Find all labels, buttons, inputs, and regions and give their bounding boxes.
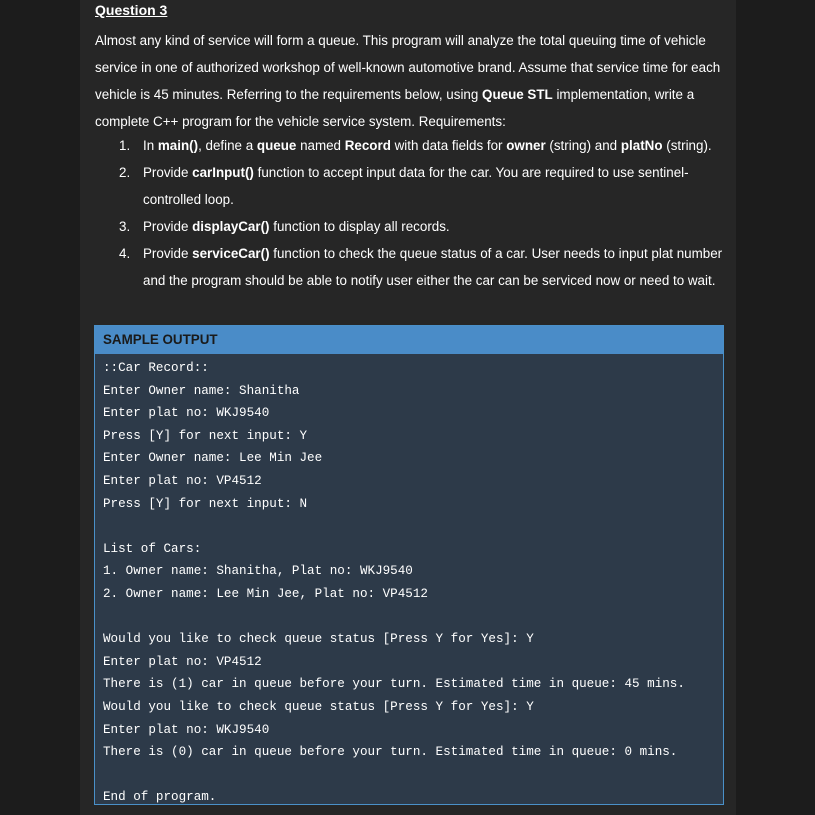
requirement-keyword: displayCar()	[192, 219, 270, 234]
console-line: Would you like to check queue status [Press Y for Yes]: Y	[103, 700, 534, 714]
console-line: Enter plat no: WKJ9540	[103, 406, 270, 421]
requirement-number: 3.	[119, 219, 131, 234]
requirement-segment: In	[143, 138, 158, 153]
console-line: ::Car Record::	[103, 361, 209, 375]
console-line: 2. Owner name: Lee Min Jee, Plat no: VP4512	[103, 587, 428, 601]
requirement-keyword: queue	[256, 138, 297, 153]
intro-text-1: Almost any kind of service will form a queue. This program will analyze the total queuing time of vehicle service in one of authorized workshop of well-known automotive brand. Assume that service time for each vehicle is 45 minutes. Referring to the requirements below, using	[95, 33, 721, 102]
requirement-number: 1.	[119, 138, 131, 153]
intro-paragraph	[95, 27, 723, 135]
console-line: 1. Owner name: Shanitha, Plat no: WKJ9540	[103, 564, 413, 579]
requirement-segment: Provide	[143, 165, 193, 180]
console-line: Press [Y] for next input: N	[103, 496, 308, 511]
requirement-segment: named	[296, 138, 345, 153]
console-line: Press [Y] for next input: Y	[103, 428, 308, 443]
requirement-segment: function to display all records.	[269, 219, 450, 234]
requirement-segment: function to check the queue status of a car. User needs to input plat number and the program should be able to notify user either the car can be serviced now or need to wait.	[143, 246, 723, 288]
console-line: Enter plat no: WKJ9540	[103, 722, 270, 737]
requirement-segment: (string).	[662, 138, 712, 153]
requirement-segment: , define a	[198, 138, 257, 153]
console-line: Enter Owner name: Lee Min Jee	[103, 451, 323, 466]
requirement-segment: Provide	[143, 246, 193, 261]
console-line: There is (1) car in queue before your turn. Estimated time in queue: 45 mins.	[103, 677, 685, 692]
requirement-segment: Provide	[143, 219, 193, 234]
requirement-text	[143, 132, 723, 159]
requirement-number: 2.	[119, 165, 131, 180]
requirement-keyword: platNo	[620, 138, 663, 153]
requirement-keyword: main()	[157, 138, 199, 153]
sample-output-header: SAMPLE OUTPUT	[95, 326, 723, 354]
requirement-text	[143, 213, 723, 240]
requirement-text	[143, 159, 723, 213]
requirement-segment: with data fields for	[390, 138, 507, 153]
requirement-text	[143, 240, 723, 294]
requirement-keyword: serviceCar()	[192, 246, 270, 261]
requirement-number: 4.	[119, 246, 131, 261]
question-title: Question 3	[95, 2, 168, 18]
console-line: Enter Owner name: Shanitha	[103, 383, 300, 398]
console-line: Enter plat no: VP4512	[103, 654, 262, 669]
requirement-segment: function to accept input data for the car. You are required to use sentinel-controlled loop.	[143, 165, 689, 207]
console-line: Would you like to check queue status [Press Y for Yes]: Y	[103, 632, 534, 647]
requirement-segment: (string) and	[545, 138, 621, 153]
intro-text-2: implementation, write a complete C++ program for the vehicle service system. Requirements:	[95, 87, 695, 129]
requirement-keyword: Record	[344, 138, 391, 153]
console-line: Enter plat no: VP4512	[103, 474, 262, 488]
console-line: There is (0) car in queue before your turn. Estimated time in queue: 0 mins.	[103, 745, 678, 760]
console-line: List of Cars:	[103, 541, 202, 556]
intro-bold: Queue STL	[482, 87, 553, 102]
console-line: End of program.	[103, 790, 217, 805]
requirement-keyword: owner	[506, 138, 546, 153]
sample-output-box	[94, 325, 724, 805]
requirement-keyword: carInput()	[192, 165, 254, 180]
